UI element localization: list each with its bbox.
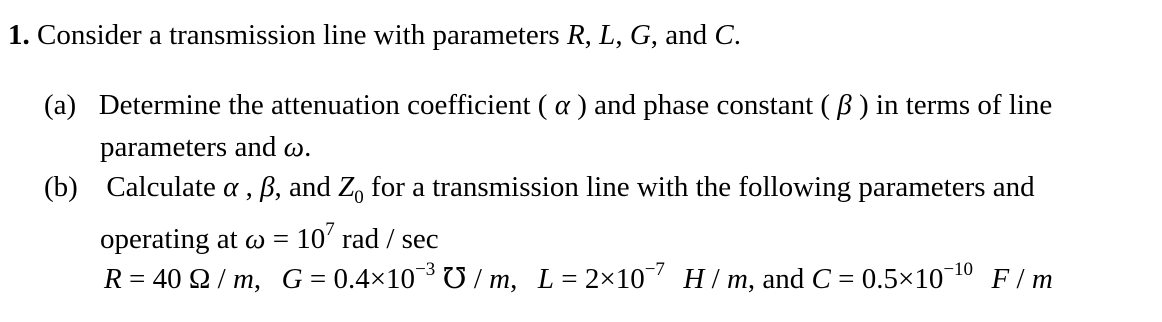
- c-exponent: −10: [943, 259, 974, 280]
- param-sep: ,: [584, 19, 592, 51]
- part-b-text: operating at: [100, 223, 238, 255]
- l-unit-slash: /: [711, 263, 720, 295]
- sentence-end: .: [733, 19, 741, 51]
- omega-exponent: 7: [325, 219, 335, 240]
- part-b-line-1: [44, 170, 1035, 208]
- part-a-line-1: [44, 88, 1052, 122]
- l-unit-m: m: [726, 263, 748, 295]
- param-c: C: [714, 19, 734, 51]
- symbol-sep: , and: [274, 171, 331, 203]
- r-unit: m: [232, 263, 254, 295]
- question-intro: Consider a transmission line with parameters: [37, 19, 560, 51]
- omega-symbol: ω: [283, 131, 305, 163]
- question-number: 1.: [8, 19, 30, 51]
- beta-symbol: β: [837, 89, 852, 121]
- g-unit: m: [489, 263, 511, 295]
- param-r: R: [566, 19, 585, 51]
- part-b-text: for a transmission line with the following parameters and: [371, 171, 1035, 203]
- g-exponent: −3: [415, 259, 436, 280]
- alpha-symbol: α: [554, 89, 570, 121]
- param-l: L: [599, 19, 616, 51]
- l-exponent: −7: [644, 259, 665, 280]
- part-a-label: (a): [44, 89, 77, 121]
- part-a-text: ) and phase constant (: [577, 89, 831, 121]
- c-unit-f: F: [991, 263, 1010, 295]
- part-b-text: Calculate: [106, 171, 216, 203]
- g-unit-symbol: ℧ /: [442, 263, 482, 295]
- l-unit-h: H: [683, 263, 705, 295]
- param-sep: , and: [650, 19, 708, 51]
- param-sep: ,: [510, 263, 518, 295]
- z-subscript: 0: [354, 187, 364, 208]
- symbol-sep: ,: [245, 171, 253, 203]
- l-variable: L: [537, 263, 554, 295]
- z-symbol: Z: [338, 171, 355, 203]
- part-b-label: (b): [44, 171, 78, 203]
- part-b-params-line: [104, 259, 1053, 296]
- part-a-text: parameters and: [100, 131, 277, 163]
- beta-symbol: β: [260, 171, 275, 203]
- part-b-line-2: [100, 219, 439, 256]
- l-value: = 2×10: [561, 263, 645, 295]
- param-g: G: [629, 19, 651, 51]
- g-variable: G: [281, 263, 303, 295]
- param-sep: ,: [615, 19, 623, 51]
- c-variable: C: [811, 263, 831, 295]
- sentence-end: .: [304, 131, 312, 163]
- param-sep: , and: [747, 263, 805, 295]
- part-a-line-2: [100, 130, 311, 164]
- param-sep: ,: [253, 263, 262, 295]
- g-value: = 0.4×10: [309, 263, 416, 295]
- question-line: [8, 18, 741, 52]
- r-variable: R: [104, 263, 122, 295]
- r-value: = 40 Ω /: [128, 263, 226, 295]
- omega-value: = 10: [272, 223, 326, 255]
- omega-symbol: ω: [244, 223, 266, 255]
- omega-unit: rad / sec: [342, 223, 439, 255]
- alpha-symbol: α: [223, 171, 239, 203]
- part-a-text: ) in terms of line: [859, 89, 1053, 121]
- c-unit-slash: /: [1016, 263, 1025, 295]
- c-unit-m: m: [1031, 263, 1053, 295]
- c-value: = 0.5×10: [838, 263, 944, 295]
- part-a-text: Determine the attenuation coefficient (: [98, 89, 548, 121]
